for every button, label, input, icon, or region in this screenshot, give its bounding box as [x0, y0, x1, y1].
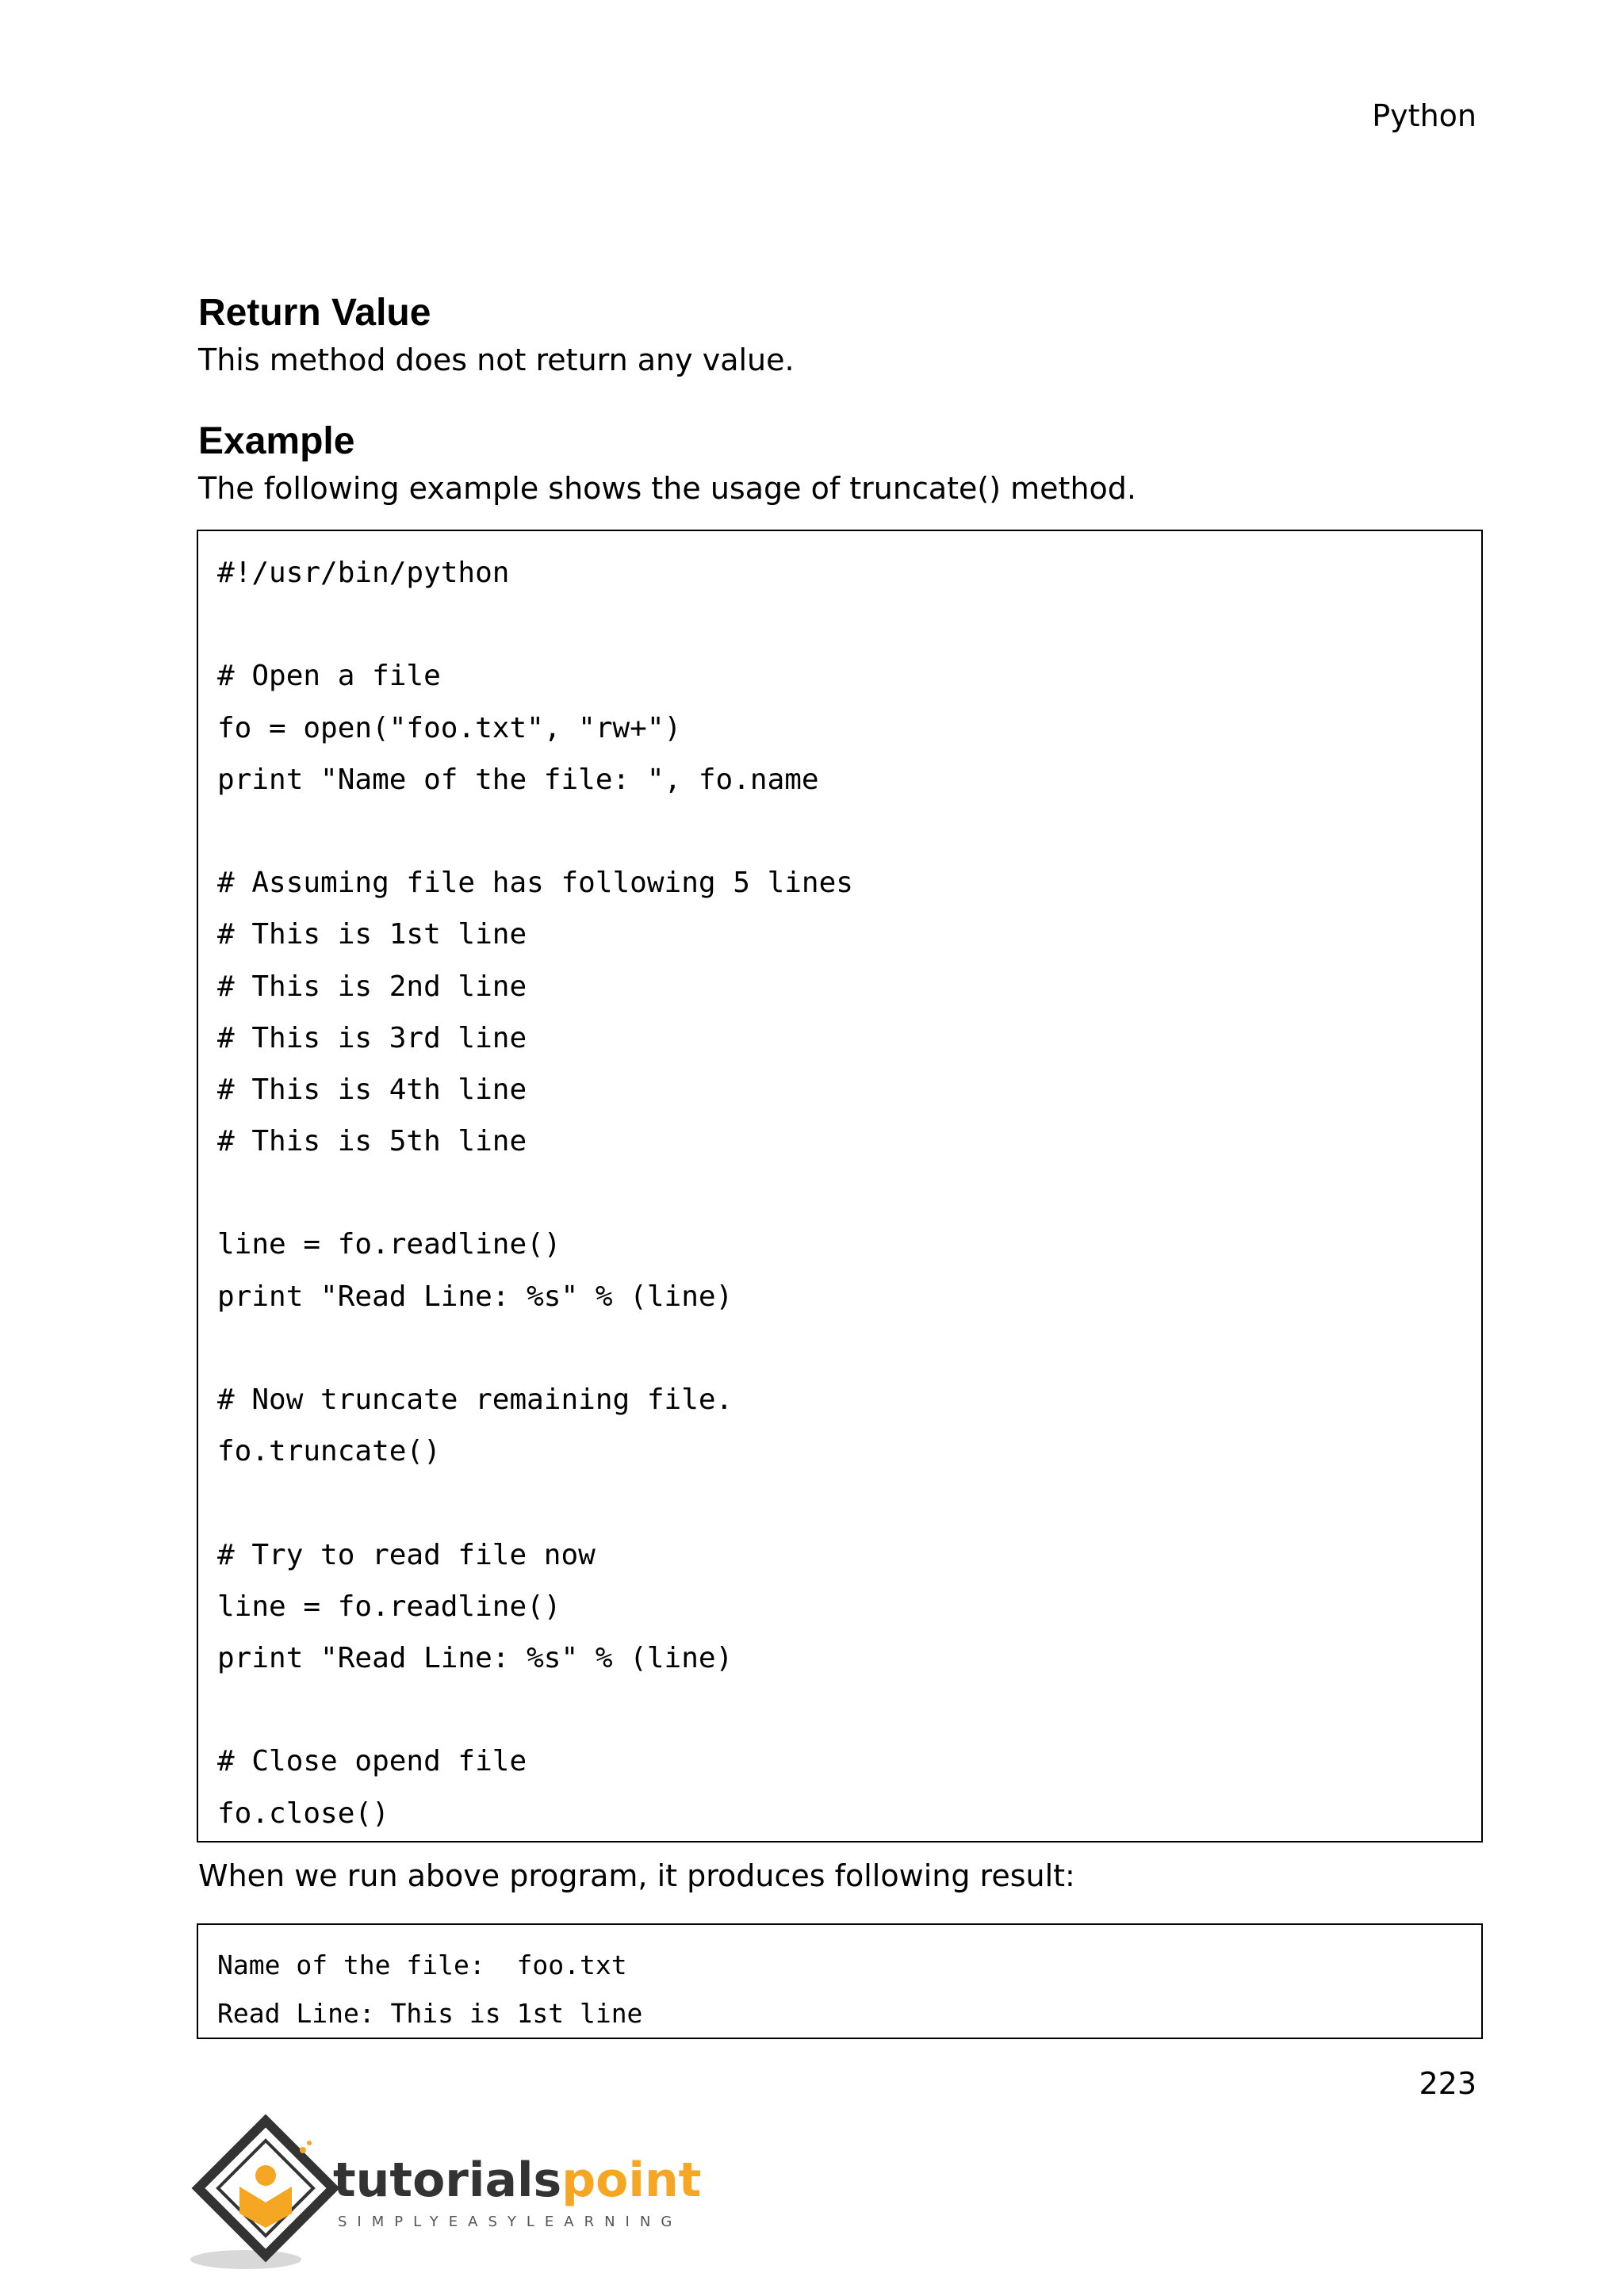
code-line: fo = open("foo.txt", "rw+") [217, 711, 682, 744]
return-value-heading: Return Value [198, 292, 431, 334]
tutorialspoint-logo [190, 2117, 702, 2275]
code-line [217, 1322, 1481, 1374]
result-intro-text: When we run above program, it produces following result: [198, 1858, 1075, 1893]
code-line: print "Read Line: %s" % (line) [217, 1641, 733, 1674]
output-block [197, 1923, 1483, 2039]
tutorialspoint-logo-icon [190, 2117, 702, 2275]
code-line: line = fo.readline() [217, 1590, 561, 1623]
page-number: 223 [1419, 2066, 1477, 2101]
code-line: # This is 3rd line [217, 1021, 527, 1054]
code-line: # This is 2nd line [217, 970, 527, 1003]
logo-brand-part2: point [561, 2152, 702, 2208]
code-line [217, 1167, 1481, 1219]
code-line [217, 806, 1481, 857]
code-line: # Close opend file [217, 1745, 527, 1778]
code-line: # Try to read file now [217, 1538, 596, 1571]
code-line [217, 1684, 1481, 1735]
code-line: # This is 5th line [217, 1125, 527, 1158]
code-line: fo.truncate() [217, 1435, 441, 1468]
code-line: fo.close() [217, 1797, 389, 1830]
logo-wordmark [333, 2152, 701, 2208]
header-title: Python [1372, 98, 1477, 133]
code-line [217, 1477, 1481, 1529]
code-line [217, 599, 1481, 650]
code-line: # This is 4th line [217, 1073, 527, 1106]
code-line: # This is 1st line [217, 918, 527, 951]
example-heading: Example [198, 420, 355, 462]
output-line: Read Line: This is 1st line [217, 1998, 643, 2029]
code-line: # Now truncate remaining file. [217, 1383, 733, 1416]
code-line: #!/usr/bin/python [217, 557, 510, 589]
logo-brand-part1: tutorials [333, 2152, 562, 2208]
code-line: # Open a file [217, 660, 441, 693]
return-value-text: This method does not return any value. [198, 342, 795, 377]
code-line: line = fo.readline() [217, 1228, 561, 1261]
code-line: # Assuming file has following 5 lines [217, 867, 853, 900]
output-line: Name of the file: foo.txt [217, 1950, 627, 1980]
code-line: print "Read Line: %s" % (line) [217, 1280, 733, 1313]
code-line: print "Name of the file: ", fo.name [217, 763, 819, 796]
code-block [197, 530, 1483, 1843]
logo-tagline: SIMPLYEASYLEARNING [338, 2214, 683, 2230]
example-text: The following example shows the usage of truncate() method. [198, 471, 1136, 506]
